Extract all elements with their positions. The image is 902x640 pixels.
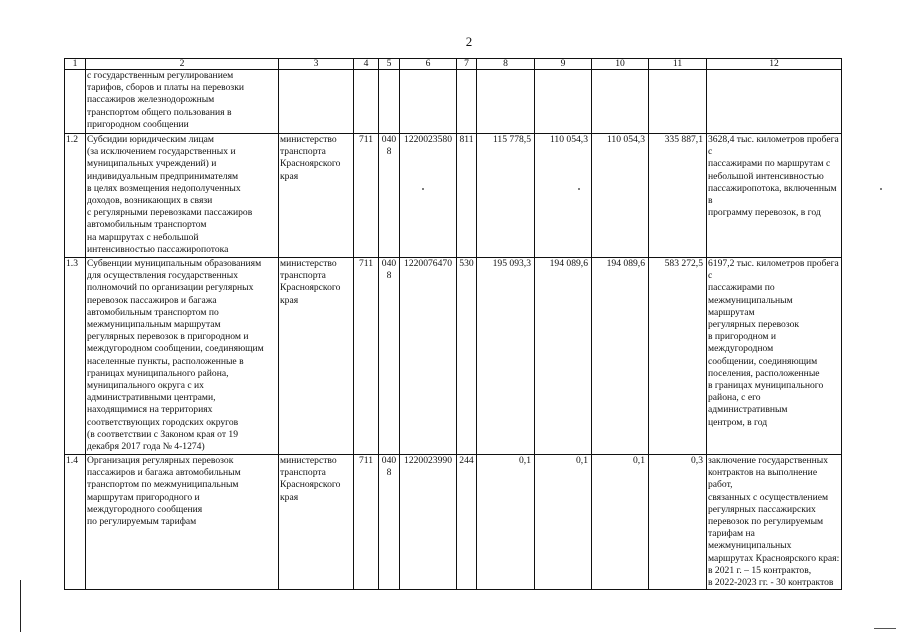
code-expense-type: 530 [457, 258, 477, 455]
amount-year1 [477, 70, 535, 134]
amount-total: 0,3 [649, 455, 707, 590]
code-expense-type [457, 70, 477, 134]
row-number: 1.2 [65, 134, 86, 258]
table-row [65, 134, 842, 258]
table-row [65, 258, 842, 455]
administrator: министерство транспорта Красноярского края [279, 134, 354, 258]
code-grbs [354, 70, 379, 134]
code-target: 1220023580 [400, 134, 457, 258]
row-number [65, 70, 86, 134]
amount-year1: 115 778,5 [477, 134, 535, 258]
amount-total: 583 272,5 [649, 258, 707, 455]
amount-year1: 195 093,3 [477, 258, 535, 455]
budget-table [64, 58, 842, 590]
header-cell: 3 [279, 59, 354, 70]
amount-year1: 0,1 [477, 455, 535, 590]
header-cell: 10 [592, 59, 649, 70]
code-section: 0408 [379, 134, 400, 258]
code-grbs: 711 [354, 455, 379, 590]
code-grbs: 711 [354, 258, 379, 455]
amount-year2: 194 089,6 [535, 258, 592, 455]
code-expense-type: 244 [457, 455, 477, 590]
amount-year3: 110 054,3 [592, 134, 649, 258]
code-target [400, 70, 457, 134]
code-grbs: 711 [354, 134, 379, 258]
row-number: 1.3 [65, 258, 86, 455]
table-row [65, 455, 842, 590]
budget-table-container [64, 58, 842, 590]
header-cell: 12 [707, 59, 842, 70]
header-cell: 4 [354, 59, 379, 70]
administrator: министерство транспорта Красноярского края [279, 455, 354, 590]
scan-speck [880, 188, 882, 190]
amount-year3: 0,1 [592, 455, 649, 590]
header-cell: 1 [65, 59, 86, 70]
item-name: с государственным регулированием тарифов, сборов и платы на перевозки пассажиров железнодорожным транспортом общего пользования в пригородном сообщении [86, 70, 279, 134]
table-row [65, 70, 842, 134]
scan-speck [578, 188, 580, 190]
scan-corner-mark [874, 628, 896, 629]
code-section: 0408 [379, 455, 400, 590]
row-number: 1.4 [65, 455, 86, 590]
amount-year3 [592, 70, 649, 134]
amount-year2 [535, 70, 592, 134]
header-cell: 8 [477, 59, 535, 70]
header-cell: 7 [457, 59, 477, 70]
expected-result: 6197,2 тыс. километров пробега с пассажирами по межмуниципальным маршрутам регулярных перевозок в пригородном и междугородном сообщении, соединяющим поселения, расположенные в границах муниципального района, с его административным центром, в год [707, 258, 842, 455]
item-name: Субсидии юридическим лицам (за исключением государственных и муниципальных учреждений) и индивидуальным предпринимателям в целях возмещения недополученных доходов, возникающих в связи с регулярными перевозками пассажиров автомобильным транспортом на маршрутах с небольшой интенсивностью пассажиропотока [86, 134, 279, 258]
amount-total: 335 887,1 [649, 134, 707, 258]
header-cell: 11 [649, 59, 707, 70]
expected-result: 3628,4 тыс. километров пробега с пассажирами по маршрутам с небольшой интенсивностью пассажиропотока, включенным в программу перевозок, в год [707, 134, 842, 258]
code-expense-type: 811 [457, 134, 477, 258]
code-target: 1220076470 [400, 258, 457, 455]
amount-year2: 0,1 [535, 455, 592, 590]
expected-result: заключение государственных контрактов на выполнение работ, связанных с осуществлением регулярных пассажирских перевозок по регулируемым тарифам на межмуниципальных маршрутах Красноярского края: в 2021 г. – 15 контрактов, в 2022-2023 гг. - 30 контрактов [707, 455, 842, 590]
header-cell: 2 [86, 59, 279, 70]
administrator: министерство транспорта Красноярского края [279, 258, 354, 455]
header-cell: 5 [379, 59, 400, 70]
header-row [65, 59, 842, 70]
amount-year2: 110 054,3 [535, 134, 592, 258]
code-target: 1220023990 [400, 455, 457, 590]
page-number: 2 [465, 34, 473, 49]
item-name: Организация регулярных перевозок пассажиров и багажа автомобильным транспортом по межмуниципальным маршрутам пригородного и междугородного сообщения по регулируемым тарифам [86, 455, 279, 590]
amount-year3: 194 089,6 [592, 258, 649, 455]
amount-total [649, 70, 707, 134]
code-section [379, 70, 400, 134]
expected-result [707, 70, 842, 134]
scan-speck [422, 188, 424, 190]
item-name: Субвенции муниципальным образованиям для осуществления государственных полномочий по организации регулярных перевозок пассажиров и багажа автомобильным транспортом по межмуниципальным маршрутам регулярных перевозок в пригородном и междугородном сообщении, соединяющим населенные пункты, расположенные в границах муниципального района, муниципального округа с их административными центрами, находящимися на территориях соответствующих городских округов (в соответствии с Законом края от 19 декабря 2017 года № 4-1274) [86, 258, 279, 455]
header-cell: 6 [400, 59, 457, 70]
administrator [279, 70, 354, 134]
code-section: 0408 [379, 258, 400, 455]
header-cell: 9 [535, 59, 592, 70]
scan-margin-line [20, 580, 21, 632]
